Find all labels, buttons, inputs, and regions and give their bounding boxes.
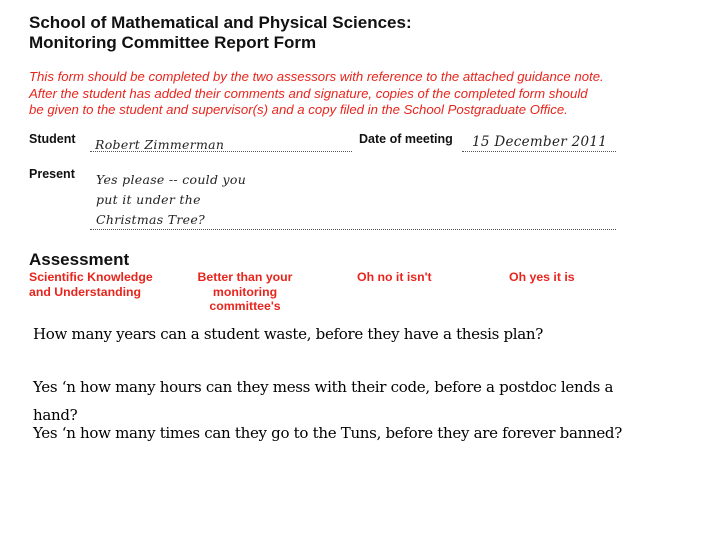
option-better-line-2: monitoring (212, 284, 278, 299)
instructions (29, 69, 669, 119)
option-better (190, 270, 300, 314)
date-label: Date of meeting (359, 132, 453, 146)
page-title (29, 13, 412, 53)
question-1: How many years can a student waste, before they have a thesis plan? (33, 325, 544, 343)
present-line-1: Yes please -- could you (96, 172, 247, 187)
present-underline (90, 229, 616, 230)
question-2: Yes ‘n how many hours can they mess with their code, before a postdoc lends a hand? (33, 378, 614, 424)
option-oh-no: Oh no it isn't (357, 270, 432, 284)
student-underline (90, 151, 352, 152)
present-label: Present (29, 167, 75, 181)
present-line-3: Christmas Tree? (96, 212, 206, 227)
date-value: 15 December 2011 (472, 134, 608, 150)
student-label: Student (29, 132, 76, 146)
instruction-line-1: This form should be completed by the two assessors with reference to the attached guidance note. (29, 69, 604, 84)
assessment-title: Assessment (29, 250, 130, 269)
option-better-line-1: Better than your (197, 270, 293, 284)
title-line-2: Monitoring Committee Report Form (29, 33, 317, 52)
option-better-line-3: committee's (209, 299, 281, 313)
criterion-line-2: and Understanding (29, 284, 142, 299)
instruction-line-3: be given to the student and supervisor(s) and a copy filed in the School Postgraduate Office. (29, 102, 568, 117)
title-line-1: School of Mathematical and Physical Sciences: (29, 13, 412, 32)
question-3: Yes ‘n how many times can they go to the Tuns, before they are forever banned? (33, 424, 622, 442)
present-line-2: put it under the (96, 192, 201, 207)
date-underline (462, 151, 616, 152)
option-oh-yes: Oh yes it is (509, 270, 575, 284)
student-value: Robert Zimmerman (95, 137, 225, 152)
criterion-label (29, 270, 153, 299)
instruction-line-2: After the student has added their comments and signature, copies of the completed form should (29, 85, 588, 101)
criterion-line-1: Scientific Knowledge (29, 270, 153, 284)
